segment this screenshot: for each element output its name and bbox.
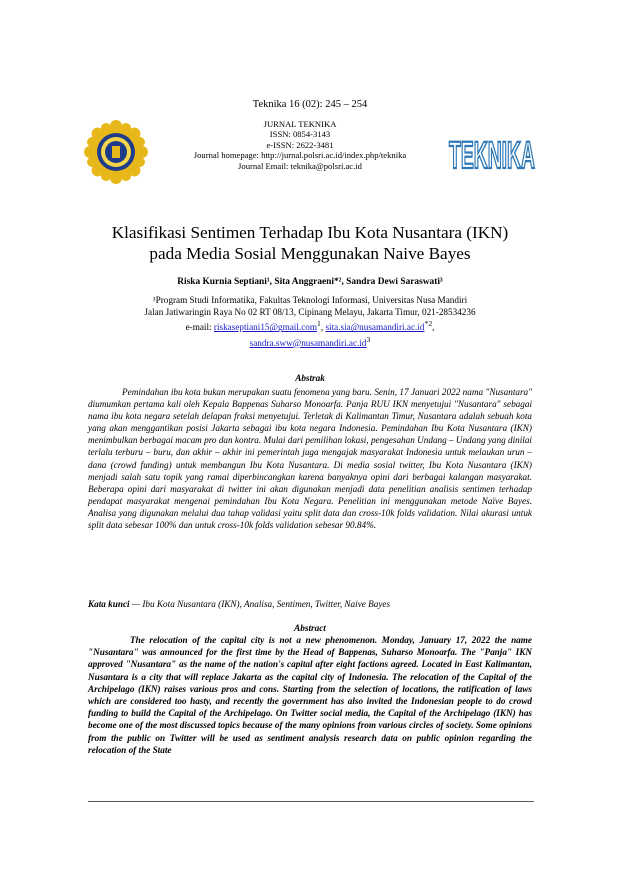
email-link-3[interactable]: sandra.sww@nusamandiri.ac.id <box>249 337 367 348</box>
keywords-label: Kata kunci <box>88 599 130 609</box>
journal-issn: ISSN: 0854-3143 <box>269 129 331 140</box>
journal-email[interactable]: Journal Email: teknika@polsri.ac.id <box>238 160 362 171</box>
abstrak-body <box>88 386 532 531</box>
email-line: e-mail: riskaseptiani15@gmail.com$^1$, $sita.sia@nusamandiri.ac.id^{*2}$, <box>185 319 435 333</box>
university-seal-icon <box>84 120 148 184</box>
journal-homepage[interactable]: Journal homepage: http://jurnal.polsri.ac.id/index.php/teknika <box>193 150 407 161</box>
teknika-logo-text: TEKNIKA <box>449 135 535 177</box>
email-sup-2: *2 <box>424 319 433 329</box>
author-list: Riska Kurnia Septiani¹, Sita Anggraeni*², Sandra Dewi Saraswati³ <box>177 277 443 287</box>
email-sup-1: 1 <box>317 319 321 329</box>
email-link-2[interactable]: sita.sia@nusamandiri.ac.id <box>325 322 425 333</box>
paper-title <box>60 222 560 264</box>
abstrak-paragraph: Pemindahan ibu kota bukan merupakan suatu fenomena yang baru. Senin, 17 Januari 2022 nama "Nusantara" diumumkan pertama kali oleh Kepala Bappenas Suharso Monoarfa. Panja RUU IKN menyetujui "Nusantara" sebagai nama ibu kota negara setelah delapan fraksi menyetujui. Terletak di Kalimantan Timur, Nusantara adalah sebuah kota yang akan menggantikan posisi Jakarta sebagai ibu kota negara Indonesia. Pemindahan Ibu Kota Nusantara (IKN) menimbulkan berbagai macam pro dan kontra. Mulai dari pemilihan lokasi, pengesahan Undang – Undang yang dinilai terlalu terburu – buru, dan akhir – akhir ini pemerintah juga mengajak masyarakat Indonesia untuk melaukan urun – dana (crowd funding) untuk membangun Ibu Kota Nusantara. Di media sosial twitter, Ibu Kota Nusantara (IKN) menjadi salah satu topik yang ramai diperbincangkan karena banyaknya opini dari berbagai kalangan masyarakat. Beberapa opini dari masyarakat di twitter ini akan digunakan menjadi data penelitian analisis sentimen terhadap pendapat masyarakat mengenai pemindahan Ibu Kota Negara. Penelitian ini menggunakan metode Naïve Bayes. Analisa yang digunakan melalui dua tahap validasi yaitu split data dan cross-10k folds validation. Nilai akurasi untuk split data sebesar 100% dan untuk cross-10k folds validation sebesar 90.84%. <box>88 387 532 531</box>
abstract-paragraph: The relocation of the capital city is not a new phenomenon. Monday, January 17, 2022 the name "Nusantara" was announced for the first time by the Head of Bappenas, Suharso Monoarfa. The "Panja" IKN approved "Nusantara" as the name of the nation's capital after eight factions agreed. Located in East Kalimantan, Nusantara is a city that will replace Jakarta as the capital city of Indonesia. The relocation of the Capital of the Archipelago (IKN) raises various pros and cons. Starting from the selection of locations, the ratification of laws which are considered too hasty, and recently the government has also invited the Indonesian people to do crowd funding to build the Capital of the Archipelago. On Twitter social media, the Capital of the Archipelago (IKN) has become one of the most discussed topics because of the many opinions from various circles of society. Some opinions from the public on Twitter will be used as sentiment analysis research data on public opinion regarding the relocation of the State <box>88 635 532 755</box>
journal-masthead <box>150 119 450 171</box>
title-line-1: Klasifikasi Sentimen Terhadap Ibu Kota Nusantara (IKN) <box>111 223 509 242</box>
email-line-2 <box>40 334 580 349</box>
abstract-body <box>88 634 532 756</box>
title-line-2: pada Media Sosial Menggunakan Naive Bayes <box>149 244 471 263</box>
footer-divider <box>88 801 534 802</box>
keywords-line <box>88 599 532 609</box>
affiliation-line-1: ¹Program Studi Informatika, Fakultas Teknologi Informasi, Universitas Nusa Mandiri <box>152 295 468 305</box>
email-sup-3: 3 <box>366 334 371 344</box>
affiliation-line-2: Jalan Jatiwaringin Raya No 02 RT 08/13, Cipinang Melayu, Jakarta Timur, 021-28534236 <box>144 307 476 318</box>
email-link-1[interactable]: riskaseptiani15@gmail.com <box>213 322 318 333</box>
abstrak-heading: Abstrak <box>295 373 325 383</box>
keywords-text: — Ibu Kota Nusantara (IKN), Analisa, Sentimen, Twitter, Naive Bayes <box>131 599 391 609</box>
journal-name: JURNAL TEKNIKA <box>263 119 337 129</box>
teknika-logo <box>448 128 536 177</box>
affiliation-block <box>40 294 580 349</box>
abstract-heading: Abstract <box>294 623 326 633</box>
running-head: Teknika 16 (02): 245 – 254 <box>252 99 368 110</box>
email-prefix: e-mail: <box>185 322 212 333</box>
journal-eissn: e-ISSN: 2622-3481 <box>266 139 334 150</box>
